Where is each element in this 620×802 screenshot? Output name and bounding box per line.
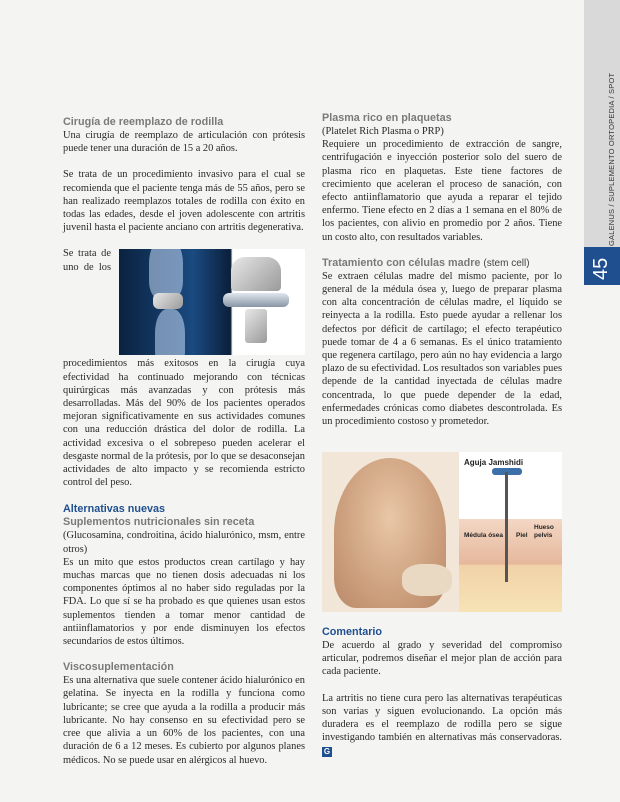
heading-knee-replacement: Cirugía de reemplazo de rodilla [63, 116, 224, 128]
paragraph: De acuerdo al grado y severidad del compromiso articular, podremos diseñar el mejor plan de acción para cada paciente. [322, 640, 562, 678]
right-column [322, 112, 562, 441]
heading-supplements: Suplementos nutricionales sin receta [63, 516, 255, 529]
paragraph: La artritis no tiene cura pero las alternativas terapéuticas son varias y siguen evolucionando. La opción más duradera es el reemplazo de rodilla pero se sigue investigando también en alternativas más conservadoras. G [322, 692, 562, 757]
paragraph: Requiere un procedimiento de extracción de sangre, centrifugación e inyección posterior solo del suero de plasma rico en plaquetas. Este tiene factores de crecimiento que aceleran el proceso de sanación, con efecto antiinflamatorio que ayuda a reparar el tejido enfermo. Tiene efecto en 2 días a 1 semana en el 80% de los pacientes, con alivio en promedio por 2 años. Tiene un costo alto, con resultados variables. [322, 139, 562, 243]
stem-cell-note: (stem cell) [483, 257, 530, 269]
left-column [63, 116, 305, 780]
end-mark-logo: G [323, 747, 331, 757]
label-bone-marrow: Médula ósea [464, 532, 504, 539]
running-head-bar [584, 0, 620, 285]
jamshidi-needle-illustration [322, 452, 562, 612]
page-number-box [584, 247, 620, 285]
illustration-title: Aguja Jamshidi [464, 458, 524, 467]
paragraph: Es un mito que estos productos crean cartílago y hay muchas marcas que no tienen dosis adecuadas ni los componentes óptimos al no haber sido reguladas por la FDA. Lo que sí se ha probado es que quienes usan estos suplementos tienden a tomar menor cantidad de antiinflamatorios y por ende disminuyen los efectos secundarios de estos últimos. [63, 556, 305, 648]
paragraph: Una cirugía de reemplazo de articulación con prótesis puede tener una duración de 15 a 20 años. [63, 130, 305, 155]
heading-comment: Comentario [322, 626, 382, 638]
heading-new-alternatives: Alternativas nuevas [63, 503, 166, 516]
running-head: GALENUS / SUPLEMENTO ORTOPEDIA / SPOT [607, 72, 616, 246]
paragraph-with-image: Se trata de uno de los procedimientos más exitosos en la cirugía cuya efectividad ha continuado mejorando con técnicas quirúrgicas más avanzadas y con prótesis más desarrolladas. Más del 90% de los pacientes operados mejoran significativamente en sus actividades comunes con una reducción drástica del dolor de rodilla. La actividad excesiva o el sobrepeso pueden acelerar el desgaste normal de la prótesis, por lo que se desaconsejan actividades de alto impacto y se recomienda estricto control del peso. [63, 247, 305, 489]
paragraph: Se extraen células madre del mismo paciente, por lo general de la médula ósea y, luego de preparar plasma con alta concentración de células madre, el líquido se reinyecta a la rodilla. Esto puede ayudar a rellenar los defectos por déficit de cartílago; el efecto terapéutico puede tomar de 4 a 6 semanas. Es el único tratamiento que regenera cartílago, pero aún no hay evidencia a largo plazo de su efectividad. Los resultados son variables pues depende de la cantidad inyectada de células madre concentrada, lo que puede depender de la edad, enfermedades crónicas como diabetes descontrolada. Es un procedimiento costoso y prometedor. [322, 270, 562, 428]
label-pelvis-bone: Hueso pelvis [534, 524, 554, 539]
paragraph: Se trata de un procedimiento invasivo para el cual se recomienda que el paciente tenga más de 55 años, pero se han realizado reemplazos totales de rodilla con éxito en todas las edades, desde el joven adolescente con artritis juvenil hasta el paciente anciano con artritis degenerativa. [63, 169, 305, 234]
label-skin: Piel [516, 532, 528, 539]
right-column-bottom [322, 626, 562, 771]
prp-subtitle: (Platelet Rich Plasma o PRP) [322, 126, 444, 137]
supplements-list: (Glucosamina, condroitina, ácido hialurónico, msm, entre otros) [63, 530, 305, 555]
paragraph: Es una alternativa que suele contener ácido hialurónico en gelatina. Se inyecta en la rodilla y funciona como lubricante; se cree que ayuda a la rodilla a producir más lubricante. No hay consenso en su efectividad pero se cree que alivia a un 60% de los pacientes, con una duración de 6 a 12 meses. Es cubierto por algunos planes médicos. No se puede usar en alérgicos al huevo. [63, 675, 305, 766]
knee-prosthesis-image [119, 249, 305, 355]
page-number: 45 [590, 257, 612, 280]
heading-prp: Plasma rico en plaquetas [322, 112, 452, 124]
heading-viscosupplementation: Viscosuplementación [63, 661, 174, 674]
heading-stem-cells: Tratamiento con células madre (stem cell) [322, 256, 530, 269]
